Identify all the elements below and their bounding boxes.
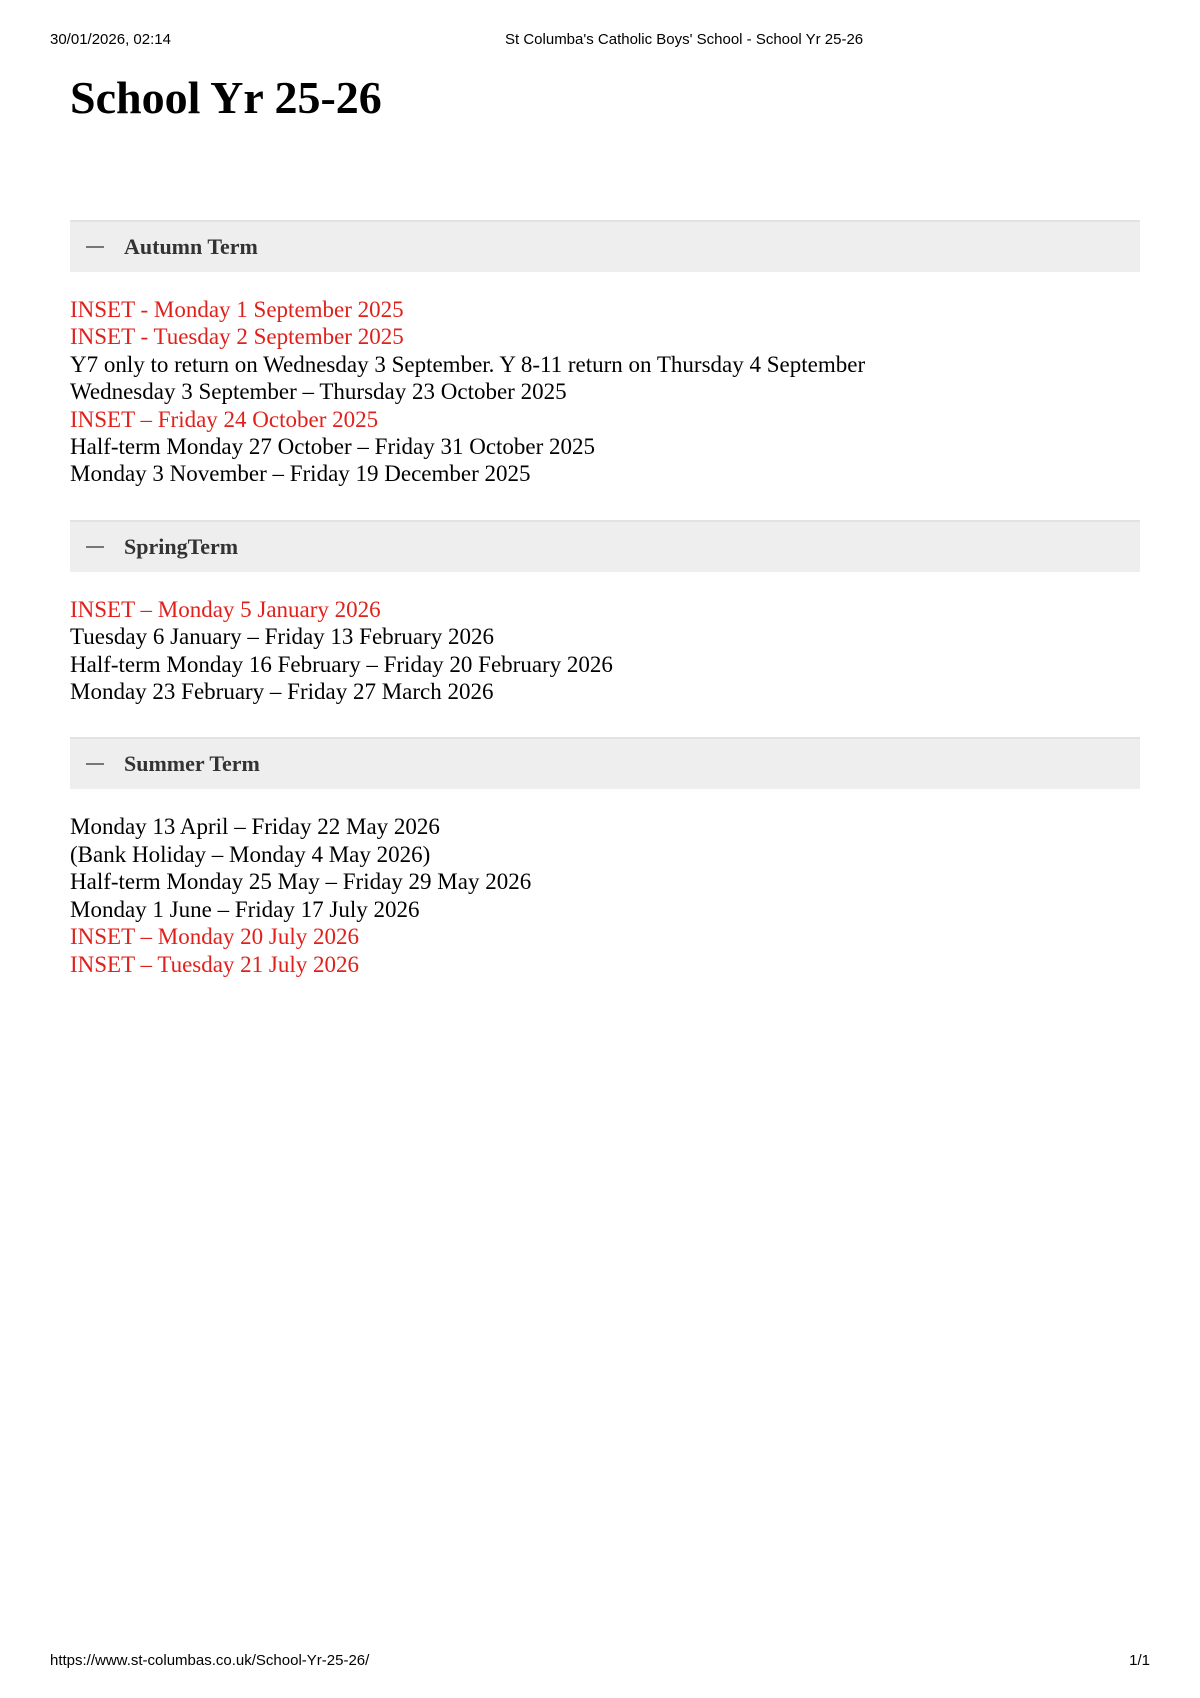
term-body-autumn xyxy=(70,272,1140,520)
inset-date-line: INSET - Tuesday 2 September 2025 xyxy=(70,324,404,350)
term-date-line: Wednesday 3 September – Thursday 23 October 2025 xyxy=(70,379,567,405)
term-header-autumn[interactable] xyxy=(70,220,1140,272)
collapse-minus-icon[interactable] xyxy=(86,246,104,248)
page-title: School Yr 25-26 xyxy=(70,72,382,123)
term-summer xyxy=(70,737,1140,1009)
inset-date-line: INSET – Monday 20 July 2026 xyxy=(70,924,359,950)
term-date-line: Half-term Monday 27 October – Friday 31 October 2025 xyxy=(70,434,596,460)
print-page-count: 1/1 xyxy=(1129,1652,1150,1669)
collapse-minus-icon[interactable] xyxy=(86,763,104,765)
term-body-spring xyxy=(70,572,1140,738)
print-datetime: 30/01/2026, 02:14 xyxy=(50,31,171,48)
print-header xyxy=(50,31,1150,51)
term-title: SpringTerm xyxy=(124,533,239,559)
print-url: https://www.st-columbas.co.uk/School-Yr-25-26/ xyxy=(50,1652,370,1669)
term-header-summer[interactable] xyxy=(70,737,1140,789)
term-date-line: Monday 1 June – Friday 17 July 2026 xyxy=(70,896,420,922)
term-date-line: Monday 3 November – Friday 19 December 2025 xyxy=(70,461,531,487)
term-spring xyxy=(70,520,1140,738)
inset-date-line: INSET – Tuesday 21 July 2026 xyxy=(70,951,360,977)
term-date-line: Tuesday 6 January – Friday 13 February 2026 xyxy=(70,624,494,650)
term-body-summer xyxy=(70,789,1140,1009)
term-date-line: Y7 only to return on Wednesday 3 September. Y 8-11 return on Thursday 4 September xyxy=(70,351,866,377)
term-date-line: Monday 13 April – Friday 22 May 2026 xyxy=(70,814,440,840)
collapse-minus-icon[interactable] xyxy=(86,546,104,548)
term-date-line: Half-term Monday 25 May – Friday 29 May 2026 xyxy=(70,869,532,895)
term-date-line: Half-term Monday 16 February – Friday 20 February 2026 xyxy=(70,651,613,677)
term-title: Autumn Term xyxy=(124,234,258,259)
term-date-line: (Bank Holiday – Monday 4 May 2026) xyxy=(70,841,431,867)
inset-date-line: INSET – Monday 5 January 2026 xyxy=(70,596,381,622)
print-document-title: St Columba's Catholic Boys' School - School Yr 25-26 xyxy=(505,31,864,48)
inset-date-line: INSET - Monday 1 September 2025 xyxy=(70,297,404,322)
print-footer xyxy=(50,1652,1150,1672)
inset-date-line: INSET – Friday 24 October 2025 xyxy=(70,406,379,432)
term-date-line: Monday 23 February – Friday 27 March 2026 xyxy=(70,679,494,705)
term-header-spring[interactable] xyxy=(70,520,1140,572)
term-title: Summer Term xyxy=(124,751,260,777)
page-content xyxy=(70,66,1140,1010)
term-autumn xyxy=(70,220,1140,520)
